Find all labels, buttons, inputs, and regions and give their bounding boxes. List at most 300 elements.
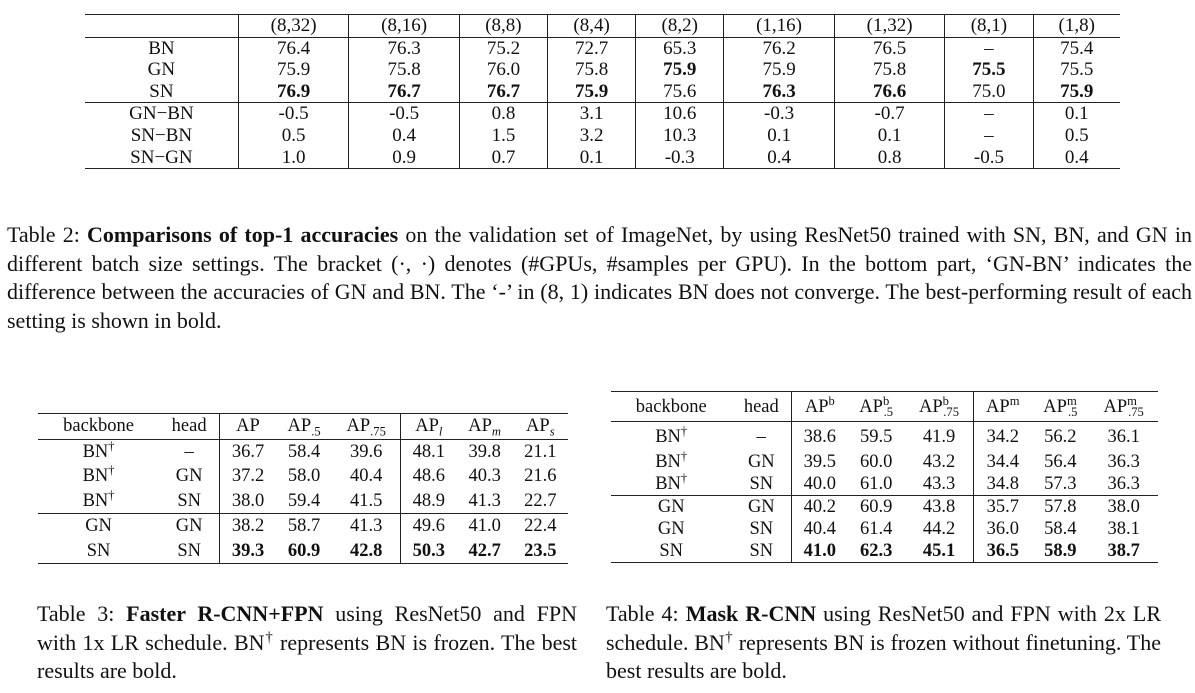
table-cell — [974, 422, 1032, 452]
cell-value: 43.8 — [922, 497, 956, 517]
cell-value: SN — [659, 541, 684, 561]
dagger: † — [680, 423, 688, 438]
table-cell — [332, 489, 400, 514]
cell-value: GN−BN — [129, 103, 194, 125]
table-cell — [945, 147, 1033, 169]
header-setting — [349, 15, 460, 38]
cell-value: 3.1 — [579, 103, 604, 125]
table-cell — [332, 514, 400, 539]
cell-value: 75.4 — [1060, 37, 1094, 59]
superscript: m — [1066, 393, 1077, 408]
table-3 — [38, 413, 568, 564]
cell-value: 38.0 — [1107, 497, 1140, 517]
ap-text: AP — [986, 396, 1010, 417]
row-backbone — [611, 422, 731, 452]
cell-value: 34.2 — [986, 426, 1019, 447]
cell-value: 75.9 — [574, 80, 609, 102]
cell-value: 0.9 — [392, 146, 416, 168]
table-cell — [349, 147, 460, 169]
cell-value: 59.5 — [859, 426, 893, 447]
dagger: † — [680, 448, 688, 463]
table-cell — [276, 464, 333, 489]
table-row — [611, 473, 1158, 496]
table-cell — [792, 451, 848, 473]
header-head: head — [159, 414, 220, 440]
table-cell — [834, 125, 945, 147]
table-row — [611, 540, 1158, 563]
table-cell — [220, 489, 276, 514]
cell-value: BN — [655, 452, 681, 472]
table-cell — [1089, 540, 1158, 563]
cell-value: 41.0 — [468, 516, 501, 536]
table-cell — [636, 59, 724, 81]
table-cell — [276, 439, 333, 464]
header-ap-b-50 — [848, 392, 905, 422]
table-cell — [974, 473, 1032, 496]
cell-value: (1,32) — [866, 15, 913, 36]
header-ap: AP — [220, 414, 276, 440]
table-cell — [848, 540, 905, 563]
table-row — [38, 539, 568, 564]
cell-value: 76.9 — [276, 80, 311, 102]
table-cell — [459, 59, 547, 81]
cell-value: 48.9 — [412, 490, 446, 511]
cell-value: BN — [82, 466, 109, 486]
cell-value: 40.2 — [803, 497, 837, 517]
row-backbone — [611, 448, 731, 473]
table-cell — [636, 81, 724, 103]
ap-text: AP — [526, 416, 550, 436]
cell-value: 40.4 — [803, 519, 837, 539]
cell-value: 58.4 — [287, 441, 321, 462]
cell-value: 40.3 — [468, 466, 501, 486]
cell-value: – — [984, 103, 994, 125]
cell-value: 0.1 — [877, 124, 902, 146]
cell-value: 43.2 — [922, 452, 956, 472]
table-cell — [1033, 59, 1120, 81]
cell-value: 39.5 — [803, 452, 837, 472]
table-row — [611, 518, 1158, 540]
cell-value: 10.6 — [663, 103, 697, 125]
cell-value: – — [984, 124, 994, 146]
table-cell — [1089, 422, 1158, 452]
row-backbone — [611, 496, 731, 519]
header-ap-m — [457, 414, 513, 440]
subscript: s — [549, 424, 555, 439]
cell-value: 76.2 — [762, 37, 796, 59]
table-cell — [848, 473, 905, 496]
row-backbone — [611, 470, 731, 496]
table-row — [85, 103, 1120, 125]
cell-value: 36.0 — [986, 519, 1019, 539]
table-2-header-row — [85, 15, 1120, 38]
cell-value: BN — [655, 426, 681, 447]
cell-value: 75.0 — [972, 80, 1006, 102]
table-cell — [848, 422, 905, 452]
table-cell — [724, 125, 835, 147]
dagger: † — [264, 629, 274, 646]
table-row — [611, 422, 1158, 452]
table-cell — [848, 496, 905, 519]
table-3-body — [38, 414, 568, 564]
table-cell — [636, 103, 724, 125]
cell-value: 45.1 — [922, 541, 956, 561]
cell-value: 50.3 — [412, 540, 446, 561]
caption-bold: Mask R-CNN — [685, 601, 817, 626]
cell-value: 36.1 — [1107, 426, 1140, 447]
cell-value: 22.7 — [524, 490, 557, 511]
row-label — [85, 125, 238, 147]
header-ap-m — [974, 392, 1032, 422]
cell-value: 35.7 — [986, 497, 1019, 517]
cell-value: 65.3 — [663, 37, 697, 59]
cell-value: 59.4 — [287, 490, 321, 511]
cell-value: 42.8 — [350, 540, 383, 561]
table-cell — [349, 37, 460, 59]
table-cell — [724, 103, 835, 125]
row-head — [159, 514, 220, 539]
cell-value: 0.1 — [579, 146, 604, 168]
cell-value: 60.0 — [859, 452, 893, 472]
cell-value: 58.9 — [1044, 541, 1077, 561]
cell-value: BN — [82, 441, 109, 462]
table-cell — [1089, 496, 1158, 519]
dagger: † — [108, 462, 115, 477]
cell-value: 76.3 — [387, 37, 421, 59]
cell-value: 36.3 — [1107, 474, 1140, 494]
cell-value: – — [184, 441, 194, 462]
table-cell — [1031, 540, 1089, 563]
table-cell — [276, 514, 333, 539]
table-2-caption — [7, 221, 1192, 335]
table-cell — [401, 539, 457, 564]
header-ap-b-75 — [905, 392, 974, 422]
cell-value: 38.6 — [803, 426, 837, 447]
row-head — [731, 518, 791, 540]
cell-value: 75.5 — [972, 59, 1006, 81]
cell-value: 75.9 — [276, 59, 311, 81]
row-head — [731, 540, 791, 563]
table-cell — [349, 103, 460, 125]
table-cell — [220, 514, 276, 539]
table-cell — [974, 540, 1032, 563]
table-cell — [1033, 147, 1120, 169]
cell-value: 41.9 — [922, 426, 956, 447]
cell-value: 56.2 — [1044, 426, 1077, 447]
cell-value: (1,8) — [1058, 15, 1095, 36]
row-label — [85, 147, 238, 169]
cell-value: -0.7 — [874, 103, 905, 125]
cell-value: -0.5 — [389, 103, 420, 125]
cell-value: 41.3 — [468, 490, 501, 511]
header-setting — [238, 15, 349, 38]
table-cell — [1033, 125, 1120, 147]
caption-label: Table 4: — [606, 601, 679, 626]
table-cell — [457, 439, 513, 464]
ap-text: AP — [859, 396, 883, 417]
cell-value: 72.7 — [574, 37, 609, 59]
superscript: b — [882, 393, 890, 408]
dagger: † — [108, 487, 115, 502]
cell-value: 60.9 — [287, 540, 321, 561]
table-cell — [974, 518, 1032, 540]
cell-value: SN — [749, 519, 774, 539]
header-setting — [724, 15, 835, 38]
cell-value: (8,16) — [381, 15, 428, 36]
cell-value: 39.8 — [468, 441, 501, 462]
cell-value: 0.4 — [767, 146, 791, 168]
cell-value: 41.3 — [350, 516, 383, 536]
cell-value: BN — [148, 37, 175, 59]
superscript: b — [942, 393, 949, 408]
cell-value: 75.6 — [663, 80, 697, 102]
cell-value: BN — [82, 490, 109, 511]
table-cell — [220, 539, 276, 564]
table-cell — [1031, 473, 1089, 496]
cell-value: 44.2 — [922, 519, 956, 539]
cell-value: GN — [657, 519, 685, 539]
cell-value: 75.2 — [486, 37, 521, 59]
caption-label: Table 2: — [7, 222, 80, 247]
table-cell — [513, 489, 568, 514]
header-ap-m-75 — [1089, 392, 1158, 422]
row-head — [731, 496, 791, 519]
table-cell — [905, 496, 974, 519]
cell-value: – — [984, 37, 994, 59]
ap-text: AP — [918, 396, 943, 417]
cell-value: (8,4) — [573, 15, 610, 36]
caption-bold: Comparisons of top-1 accuracies — [87, 222, 399, 247]
table-cell — [401, 514, 457, 539]
table-cell — [238, 125, 349, 147]
header-ap-b — [792, 392, 848, 422]
subscript: m — [491, 424, 502, 439]
table-cell — [1031, 422, 1089, 452]
cell-value: 0.5 — [1064, 124, 1089, 146]
cell-value: -0.5 — [278, 103, 309, 125]
cell-value: 0.4 — [392, 124, 416, 146]
table-cell — [238, 147, 349, 169]
table-cell — [792, 540, 848, 563]
header-setting — [945, 15, 1033, 38]
cell-value: GN — [657, 497, 685, 517]
cell-value: 41.0 — [803, 541, 837, 561]
cell-value: (8,1) — [970, 15, 1008, 36]
row-backbone — [38, 539, 159, 564]
cell-value: GN — [175, 466, 203, 486]
table-cell — [945, 59, 1033, 81]
table-cell — [834, 81, 945, 103]
cell-value: 76.3 — [762, 80, 796, 102]
caption-text-2: represents BN is frozen. The best results are bold. — [37, 629, 578, 684]
table-cell — [276, 539, 333, 564]
cell-value: GN — [175, 516, 203, 536]
subscript: .75 — [1128, 405, 1144, 420]
table-cell — [792, 473, 848, 496]
table-cell — [548, 59, 636, 81]
table-cell — [332, 539, 400, 564]
dagger: † — [680, 470, 688, 485]
cell-value: -0.3 — [764, 103, 795, 125]
subscript: .75 — [943, 405, 960, 420]
cell-value: 48.6 — [412, 466, 446, 486]
superscript: m — [1127, 393, 1137, 408]
cell-value: 39.6 — [350, 441, 383, 462]
header-setting — [834, 15, 945, 38]
cell-value: (8,8) — [485, 15, 522, 36]
row-backbone — [38, 514, 159, 539]
cell-value: 58.4 — [1044, 519, 1077, 539]
caption-text: using ResNet50 and FPN with 1x LR schedule. BN — [37, 601, 577, 655]
cell-value: SN — [86, 540, 111, 561]
cell-value: 75.9 — [663, 59, 697, 81]
table-cell — [459, 125, 547, 147]
cell-value: (8,2) — [661, 15, 698, 36]
table-cell — [945, 81, 1033, 103]
cell-value: 34.4 — [986, 452, 1019, 472]
table-cell — [905, 473, 974, 496]
table-cell — [1031, 518, 1089, 540]
cell-value: SN — [149, 80, 174, 102]
row-label — [85, 103, 238, 125]
cell-value: 38.0 — [231, 490, 265, 511]
cell-value: SN — [177, 490, 201, 511]
row-backbone — [38, 439, 159, 464]
table-cell — [238, 37, 349, 59]
cell-value: 60.9 — [859, 497, 893, 517]
table-row — [85, 147, 1120, 169]
table-cell — [548, 103, 636, 125]
table-row — [85, 37, 1120, 59]
cell-value: 0.7 — [491, 146, 516, 168]
table-row — [38, 514, 568, 539]
table-row — [38, 464, 568, 489]
subscript: .5 — [883, 405, 894, 420]
table-cell — [332, 439, 400, 464]
table-3-header-row — [38, 414, 568, 440]
table-3-caption — [37, 600, 577, 686]
cell-value: 3.2 — [579, 124, 604, 146]
cell-value: 34.8 — [986, 474, 1019, 494]
cell-value: 36.5 — [986, 541, 1019, 561]
table-row — [38, 489, 568, 514]
cell-value: 75.9 — [762, 59, 796, 81]
table-cell — [548, 37, 636, 59]
table-cell — [401, 439, 457, 464]
table-cell — [724, 59, 835, 81]
header-backbone: backbone — [38, 414, 159, 440]
table-cell — [945, 103, 1033, 125]
dagger: † — [108, 438, 115, 453]
cell-value: 57.3 — [1044, 474, 1077, 494]
cell-value: 75.5 — [1060, 59, 1094, 81]
row-backbone — [38, 464, 159, 489]
table-cell — [513, 439, 568, 464]
table-cell — [548, 125, 636, 147]
table-row — [611, 496, 1158, 519]
cell-value: BN — [655, 474, 681, 494]
ap-text: AP — [1103, 396, 1128, 417]
table-cell — [1033, 37, 1120, 59]
caption-bold: Faster R-CNN+FPN — [126, 601, 324, 626]
cell-value: 38.7 — [1107, 541, 1140, 561]
cell-value: GN — [747, 452, 775, 472]
header-ap-m-50 — [1031, 392, 1089, 422]
header-empty — [85, 15, 238, 38]
cell-value: 42.7 — [468, 540, 501, 561]
cell-value: 0.1 — [767, 124, 791, 146]
table-cell — [1089, 518, 1158, 540]
table-row — [38, 439, 568, 464]
cell-value: 75.8 — [387, 59, 421, 81]
cell-value: 56.4 — [1044, 452, 1077, 472]
table-cell — [349, 81, 460, 103]
row-head — [159, 464, 220, 489]
table-cell — [1031, 496, 1089, 519]
table-cell — [974, 496, 1032, 519]
table-cell — [459, 37, 547, 59]
header-setting — [548, 15, 636, 38]
ap-text: AP — [287, 416, 312, 436]
row-label — [85, 37, 238, 59]
cell-value: 0.1 — [1064, 103, 1089, 125]
row-head — [159, 539, 220, 564]
cell-value: GN — [85, 516, 112, 536]
table-cell — [548, 81, 636, 103]
cell-value: 36.7 — [231, 441, 265, 462]
ap-text: AP — [804, 396, 829, 417]
cell-value: 48.1 — [412, 441, 446, 462]
table-cell — [457, 539, 513, 564]
cell-value: 76.6 — [872, 80, 907, 102]
table-cell — [834, 147, 945, 169]
dagger: † — [724, 629, 733, 646]
table-cell — [945, 125, 1033, 147]
row-head — [159, 439, 220, 464]
table-cell — [220, 464, 276, 489]
table-4 — [611, 391, 1158, 563]
cell-value: (8,32) — [270, 15, 317, 36]
header-setting — [459, 15, 547, 38]
cell-value: 76.4 — [276, 37, 311, 59]
table-cell — [834, 59, 945, 81]
table-cell — [238, 59, 349, 81]
table-cell — [238, 103, 349, 125]
cell-value: 43.3 — [922, 474, 956, 494]
cell-value: SN — [749, 541, 774, 561]
cell-value: 39.3 — [231, 540, 265, 561]
row-head — [159, 489, 220, 514]
cell-value: 0.8 — [491, 103, 516, 125]
cell-value: 23.5 — [524, 540, 557, 561]
table-cell — [349, 59, 460, 81]
table-cell — [1033, 103, 1120, 125]
table-cell — [905, 451, 974, 473]
ap-text: AP — [468, 416, 492, 436]
subscript: l — [438, 424, 443, 439]
row-head — [731, 422, 791, 452]
table-cell — [905, 540, 974, 563]
cell-value: GN — [747, 497, 775, 517]
cell-value: 57.8 — [1044, 497, 1077, 517]
table-cell — [724, 37, 835, 59]
cell-value: 21.1 — [524, 441, 557, 462]
cell-value: -0.5 — [973, 146, 1004, 168]
table-4-body — [611, 392, 1158, 563]
table-cell — [834, 103, 945, 125]
table-cell — [792, 518, 848, 540]
table-cell — [220, 439, 276, 464]
